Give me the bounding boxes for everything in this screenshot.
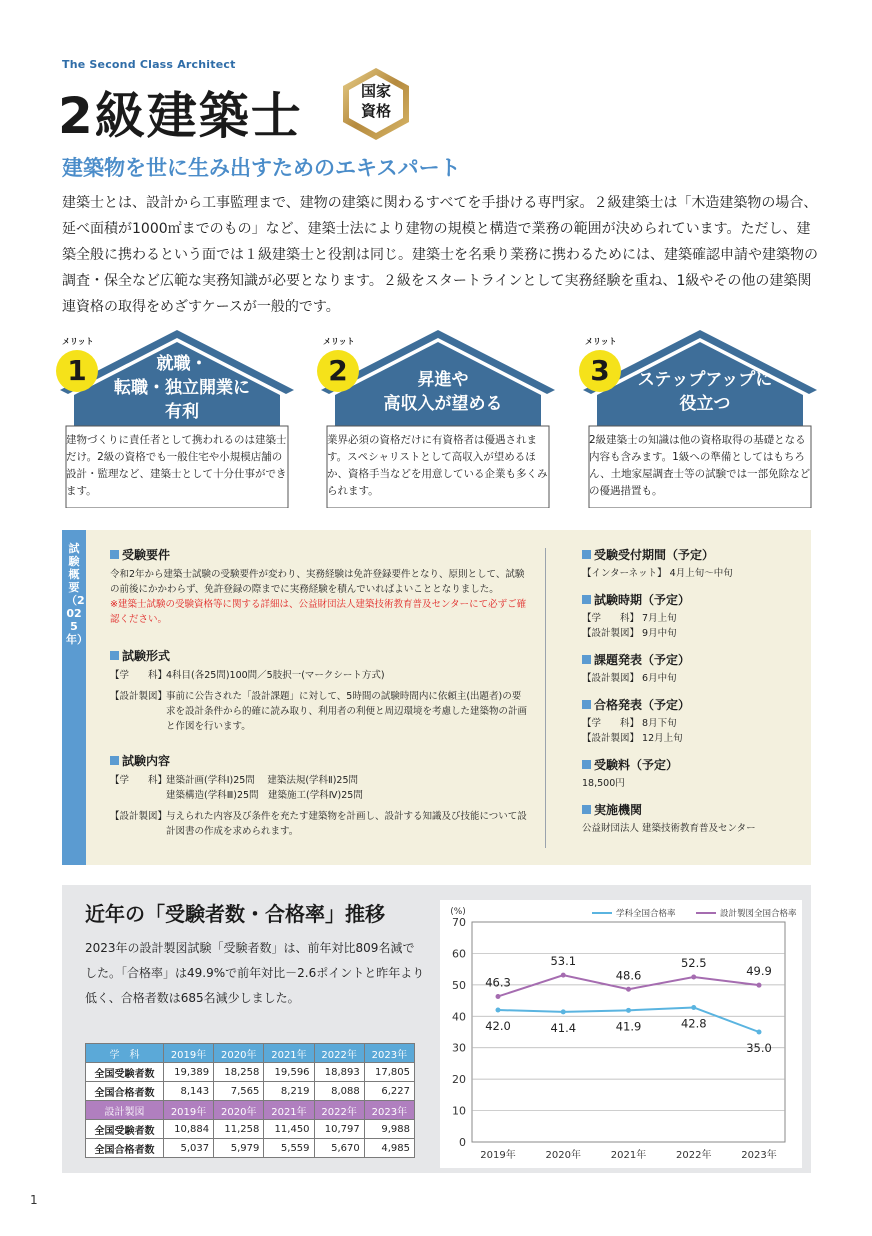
schedule-block bbox=[582, 696, 802, 746]
pass-rate-line-chart bbox=[440, 900, 802, 1168]
table-cell: 5,979 bbox=[214, 1139, 264, 1158]
table-cell: 5,670 bbox=[314, 1139, 364, 1158]
requirements-text: 令和2年から建築士試験の受験要件が変わり、実務経験は免許登録要件となり、原則として、試験の前後にかかわらず、免許登録の際までに実務経験を積んでいればよいこととなりました。 bbox=[110, 569, 525, 595]
table-cell: 18,258 bbox=[214, 1063, 264, 1082]
exam-overview-side-label bbox=[62, 530, 86, 865]
merit-number: 1 bbox=[56, 350, 98, 392]
schedule-line: 【設計製図】 6月中旬 bbox=[582, 673, 677, 684]
table-cell: 11,450 bbox=[264, 1120, 314, 1139]
table-cell: 7,565 bbox=[214, 1082, 264, 1101]
square-bullet-icon bbox=[582, 595, 591, 604]
data-label: 41.9 bbox=[615, 1019, 642, 1034]
table-cell: 2019年 bbox=[163, 1044, 213, 1063]
column-divider bbox=[545, 548, 546, 848]
y-tick-label: 60 bbox=[452, 947, 466, 961]
table-cell: 4,985 bbox=[364, 1139, 414, 1158]
y-tick-label: 30 bbox=[452, 1041, 466, 1055]
merit-title-line: 転職・独立開業に bbox=[114, 378, 250, 398]
format-seizu-row: 【設計製図】 事前に公告された「設計課題」に対して、5時間の試験時間内に依頼主(出題者)の要求を設計条件から的確に読み取り、利用者の利便と周辺環境を考慮した建築物の計画と作図を行います。 bbox=[110, 691, 528, 732]
data-point bbox=[757, 1030, 762, 1035]
schedule-heading: 課題発表（予定） bbox=[582, 651, 802, 668]
y-tick-label: 70 bbox=[452, 916, 466, 929]
schedule-heading: 合格発表（予定） bbox=[582, 696, 802, 713]
table-cell: 学 科 bbox=[86, 1044, 164, 1063]
table-cell: 2022年 bbox=[314, 1044, 364, 1063]
schedule-line: 【設計製図】 12月上旬 bbox=[582, 733, 683, 744]
y-tick-label: 50 bbox=[452, 978, 466, 992]
data-label: 35.0 bbox=[746, 1041, 772, 1055]
table-cell: 8,143 bbox=[163, 1082, 213, 1101]
table-cell: 全国合格者数 bbox=[86, 1082, 164, 1101]
schedule-line: 【インターネット】 4月上旬～中旬 bbox=[582, 568, 733, 579]
table-cell: 全国受験者数 bbox=[86, 1063, 164, 1082]
table-cell: 19,389 bbox=[163, 1063, 213, 1082]
y-tick-label: 10 bbox=[452, 1104, 466, 1118]
data-point bbox=[691, 1005, 696, 1010]
data-point bbox=[757, 983, 762, 988]
y-tick-label: 20 bbox=[452, 1073, 466, 1087]
data-label: 42.0 bbox=[485, 1019, 511, 1033]
pass-rate-chart bbox=[440, 900, 802, 1168]
data-label: 46.3 bbox=[485, 975, 511, 990]
table-cell: 6,227 bbox=[364, 1082, 414, 1101]
data-point bbox=[626, 1008, 631, 1013]
merit-title bbox=[615, 368, 795, 416]
statistics-table bbox=[85, 1043, 415, 1158]
schedule-block bbox=[582, 651, 802, 686]
format-gakka-row: 【学 科】 4科目(各25問)100問／5肢択一(マークシート方式) bbox=[110, 670, 385, 681]
table-cell: 8,088 bbox=[314, 1082, 364, 1101]
exam-side-label-text: 試験概要（2025年） bbox=[66, 542, 88, 646]
data-label: 53.1 bbox=[550, 954, 577, 969]
table-cell: 2019年 bbox=[163, 1101, 213, 1120]
data-point bbox=[496, 1008, 501, 1013]
table-cell: 8,219 bbox=[264, 1082, 314, 1101]
exam-left-column bbox=[110, 546, 528, 839]
merit-title-line: 昇進や bbox=[417, 370, 469, 390]
table-cell: 2021年 bbox=[264, 1044, 314, 1063]
table-row bbox=[86, 1044, 415, 1063]
table-row bbox=[86, 1139, 415, 1158]
data-label: 52.5 bbox=[680, 956, 707, 970]
table-row bbox=[86, 1063, 415, 1082]
x-tick-label: 2020年 bbox=[545, 1150, 581, 1161]
table-row bbox=[86, 1101, 415, 1120]
table-cell: 2023年 bbox=[364, 1101, 414, 1120]
table-cell: 2022年 bbox=[314, 1101, 364, 1120]
merit-body: 2級建築士の知識は他の資格取得の基礎となる内容も含みます。1級への準備としてはもちろん、土地家屋調査士等の試験では一部免除などの優遇措置も。 bbox=[589, 434, 811, 497]
legend-label: 学科全国合格率 bbox=[616, 909, 676, 919]
table-cell: 全国合格者数 bbox=[86, 1139, 164, 1158]
national-qualification-badge bbox=[338, 66, 414, 142]
data-point bbox=[561, 973, 566, 978]
badge-line-1: 国家 bbox=[360, 82, 391, 100]
merit-ruby: メリット bbox=[585, 337, 617, 346]
table-cell: 10,797 bbox=[314, 1120, 364, 1139]
data-label: 42.8 bbox=[680, 1016, 707, 1031]
schedule-line: 【学 科】 7月上旬 bbox=[582, 613, 677, 624]
x-tick-label: 2022年 bbox=[676, 1150, 712, 1161]
table-cell: 2020年 bbox=[214, 1101, 264, 1120]
subtitle-en: The Second Class Architect bbox=[62, 58, 236, 71]
x-tick-label: 2023年 bbox=[741, 1150, 777, 1161]
merit-ruby: メリット bbox=[62, 337, 94, 346]
square-bullet-icon bbox=[582, 760, 591, 769]
square-bullet-icon bbox=[582, 655, 591, 664]
content-heading: 試験内容 bbox=[110, 752, 528, 769]
square-bullet-icon bbox=[110, 651, 119, 660]
schedule-heading: 試験時期（予定） bbox=[582, 591, 802, 608]
schedule-block bbox=[582, 546, 802, 581]
requirements-heading: 受験要件 bbox=[110, 546, 528, 563]
content-seizu-row: 【設計製図】 与えられた内容及び条件を充たす建築物を計画し、設計する知識及び技能について設計図書の作成を求められます。 bbox=[110, 811, 527, 837]
schedule-heading: 実施機関 bbox=[582, 801, 802, 818]
merit-title-line: 役立つ bbox=[679, 394, 731, 414]
merit-card-2 bbox=[313, 328, 563, 508]
table-cell: 19,596 bbox=[264, 1063, 314, 1082]
square-bullet-icon bbox=[110, 756, 119, 765]
square-bullet-icon bbox=[582, 700, 591, 709]
table-cell: 5,559 bbox=[264, 1139, 314, 1158]
square-bullet-icon bbox=[582, 550, 591, 559]
page-number: 1 bbox=[30, 1193, 38, 1207]
intro-paragraph: 建築士とは、設計から工事監理まで、建物の建築に関わるすべてを手掛ける専門家。２級建築士は「木造建築物の場合、延べ面積が1000㎡までのもの」など、建築士法により建物の規模と構造で業務の範囲が決められています。ただし、建築全般に携わるという面では１級建築士と役割は同じ。建築士を名乗り業務に携わるためには、建築確認申請や建築物の調査・保全など広範な実務知識が必要となります。２級をスタートラインとして実務経験を重ね、1級やその他の建築関連資格の取得をめざすケースが一般的です。 bbox=[62, 195, 818, 315]
schedule-line: 【設計製図】 9月中旬 bbox=[582, 628, 677, 639]
merit-ruby: メリット bbox=[323, 337, 355, 346]
y-axis-label: (%) bbox=[450, 907, 466, 917]
schedule-block bbox=[582, 801, 802, 836]
data-point bbox=[496, 994, 501, 999]
table-cell: 18,893 bbox=[314, 1063, 364, 1082]
table-cell: 5,037 bbox=[163, 1139, 213, 1158]
square-bullet-icon bbox=[582, 805, 591, 814]
exam-right-column bbox=[582, 546, 802, 836]
x-tick-label: 2021年 bbox=[610, 1150, 647, 1161]
badge-line-2: 資格 bbox=[360, 102, 391, 120]
merit-card-1 bbox=[52, 328, 302, 508]
data-label: 41.4 bbox=[550, 1020, 577, 1035]
table-cell: 2023年 bbox=[364, 1044, 414, 1063]
schedule-heading: 受験受付期間（予定） bbox=[582, 546, 802, 563]
trend-title: 近年の「受験者数・合格率」推移 bbox=[85, 902, 385, 926]
schedule-line: 公益財団法人 建築技術教育普及センター bbox=[582, 823, 756, 834]
y-tick-label: 40 bbox=[452, 1010, 466, 1024]
x-tick-label: 2019年 bbox=[480, 1150, 516, 1161]
schedule-block bbox=[582, 591, 802, 641]
table-cell: 17,805 bbox=[364, 1063, 414, 1082]
table-cell: 2021年 bbox=[264, 1101, 314, 1120]
page-title: 2級建築士 bbox=[58, 87, 303, 145]
merit-card-3 bbox=[575, 328, 825, 508]
catchphrase: 建築物を世に生み出すためのエキスパート bbox=[62, 156, 461, 180]
merit-title bbox=[353, 368, 533, 416]
trend-text: 2023年の設計製図試験「受験者数」は、前年対比809名減でした。「合格率」は49.9%で前年対比－2.6ポイントと昨年より低く、合格者数は685名減少しました。 bbox=[85, 941, 425, 1005]
data-label: 49.9 bbox=[746, 964, 772, 979]
format-heading: 試験形式 bbox=[110, 647, 528, 664]
table-cell: 10,884 bbox=[163, 1120, 213, 1139]
merit-number: 3 bbox=[579, 350, 621, 392]
legend-label: 設計製図全国合格率 bbox=[720, 909, 797, 919]
table-cell: 全国受験者数 bbox=[86, 1120, 164, 1139]
data-point bbox=[561, 1009, 566, 1014]
requirements-note: ※建築士試験の受験資格等に関する詳細は、公益財団法人建築技術教育普及センターにて必ずご確認ください。 bbox=[110, 599, 527, 625]
merit-title bbox=[92, 352, 272, 424]
content-gakka-row: 【学 科】 建築計画(学科Ⅰ)25問 建築法規(学科Ⅱ)25問 建築構造(学科Ⅲ)25問 建築施工(学科Ⅳ)25問 bbox=[110, 775, 363, 801]
table-row bbox=[86, 1120, 415, 1139]
merit-number: 2 bbox=[317, 350, 359, 392]
table-cell: 11,258 bbox=[214, 1120, 264, 1139]
schedule-line: 18,500円 bbox=[582, 778, 625, 789]
table-row bbox=[86, 1082, 415, 1101]
merit-body: 業界必須の資格だけに有資格者は優遇されます。スペシャリストとして高収入が望めるほか、資格手当などを用意している企業も多くみられます。 bbox=[327, 434, 548, 497]
merit-title-line: ステップアップに bbox=[637, 370, 773, 390]
merit-title-line: 就職・ bbox=[156, 354, 208, 374]
merit-title-line: 有利 bbox=[165, 402, 199, 422]
y-tick-label: 0 bbox=[459, 1136, 466, 1149]
schedule-heading: 受験料（予定） bbox=[582, 756, 802, 773]
square-bullet-icon bbox=[110, 550, 119, 559]
schedule-line: 【学 科】 8月下旬 bbox=[582, 718, 677, 729]
schedule-block bbox=[582, 756, 802, 791]
merit-body: 建物づくりに責任者として携われるのは建築士だけ。2級の資格でも一般住宅や小規模店舗の設計・監理など、建築士として十分仕事ができます。 bbox=[66, 434, 287, 497]
table-cell: 設計製図 bbox=[86, 1101, 164, 1120]
merit-title-line: 高収入が望める bbox=[383, 394, 503, 414]
data-point bbox=[691, 975, 696, 980]
data-label: 48.6 bbox=[615, 968, 642, 983]
data-point bbox=[626, 987, 631, 992]
table-cell: 9,988 bbox=[364, 1120, 414, 1139]
table-cell: 2020年 bbox=[214, 1044, 264, 1063]
